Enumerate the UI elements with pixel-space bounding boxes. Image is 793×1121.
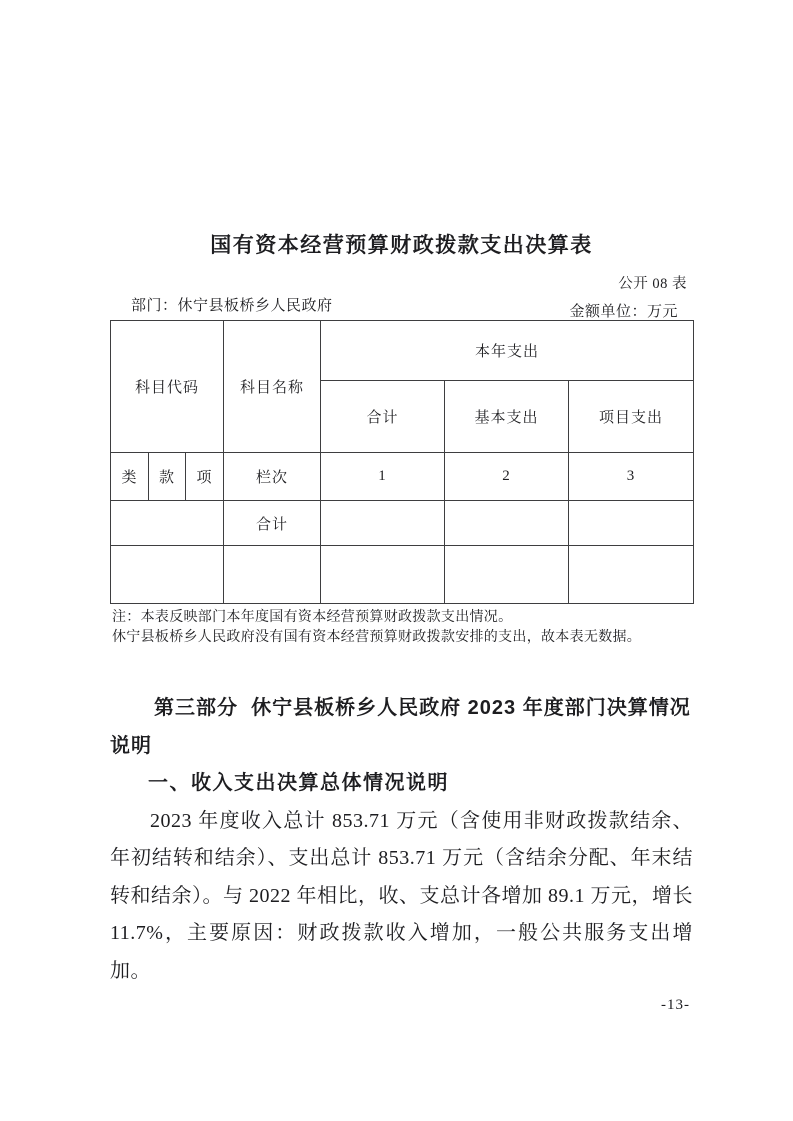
document-title: 国有资本经营预算财政拨款支出决算表 xyxy=(210,234,593,257)
header-col-basic: 基本支出 xyxy=(445,381,569,453)
note-line-2: 休宁县板桥乡人民政府没有国有资本经营预算财政拨款安排的支出，故本表无数据。 xyxy=(112,630,642,645)
empty-row-name-cell xyxy=(224,546,321,604)
department-label: 部门：休宁县板桥乡人民政府 xyxy=(131,298,333,314)
unit-label: 金额单位：万元 xyxy=(569,304,678,320)
cell-category: 类 xyxy=(111,453,149,501)
section-heading: 第三部分 休宁县板桥乡人民政府 2023 年度部门决算情况说明 xyxy=(110,697,691,757)
cell-column-index-2: 2 xyxy=(445,453,569,501)
table-row xyxy=(111,546,694,604)
section-subheading: 一、收入支出决算总体情况说明 xyxy=(148,772,449,794)
empty-row-code-cell xyxy=(111,546,224,604)
header-subject-code: 科目代码 xyxy=(111,321,224,453)
page-number: -13- xyxy=(661,997,690,1013)
note-line-1: 注：本表反映部门本年度国有资本经营预算财政拨款支出情况。 xyxy=(112,610,513,625)
header-col-project: 项目支出 xyxy=(569,381,694,453)
cell-item: 项 xyxy=(186,453,224,501)
empty-row-total-cell xyxy=(321,546,445,604)
narrative-section xyxy=(110,690,693,990)
table-row xyxy=(111,501,694,546)
header-subject-name: 科目名称 xyxy=(224,321,321,453)
page-content xyxy=(110,0,693,1121)
total-row-total-cell xyxy=(321,501,445,546)
cell-clause: 款 xyxy=(149,453,186,501)
cell-column-index-3: 3 xyxy=(569,453,694,501)
cell-column-index-label: 栏次 xyxy=(224,453,321,501)
section-paragraph: 2023 年度收入总计 853.71 万元（含使用非财政拨款结余、年初结转和结余）、支出总计 853.71 万元（含结余分配、年末结转和结余）。与 2022 年相比，收、支总计各增加 89.1 万元，增长 11.7%，主要原因：财政拨款收入增加，一般公共服务支出增加。 xyxy=(110,809,693,982)
fiscal-appropriation-table xyxy=(110,320,694,604)
total-row-project-cell xyxy=(569,501,694,546)
form-code-label: 公开 08 表 xyxy=(618,276,687,292)
empty-row-project-cell xyxy=(569,546,694,604)
table-notes xyxy=(112,608,695,648)
cell-column-index-1: 1 xyxy=(321,453,445,501)
header-col-total: 合计 xyxy=(321,381,445,453)
total-row-code-cell xyxy=(111,501,224,546)
total-row-basic-cell xyxy=(445,501,569,546)
total-row-name-cell: 合计 xyxy=(224,501,321,546)
header-current-year-expense: 本年支出 xyxy=(321,321,694,381)
empty-row-basic-cell xyxy=(445,546,569,604)
